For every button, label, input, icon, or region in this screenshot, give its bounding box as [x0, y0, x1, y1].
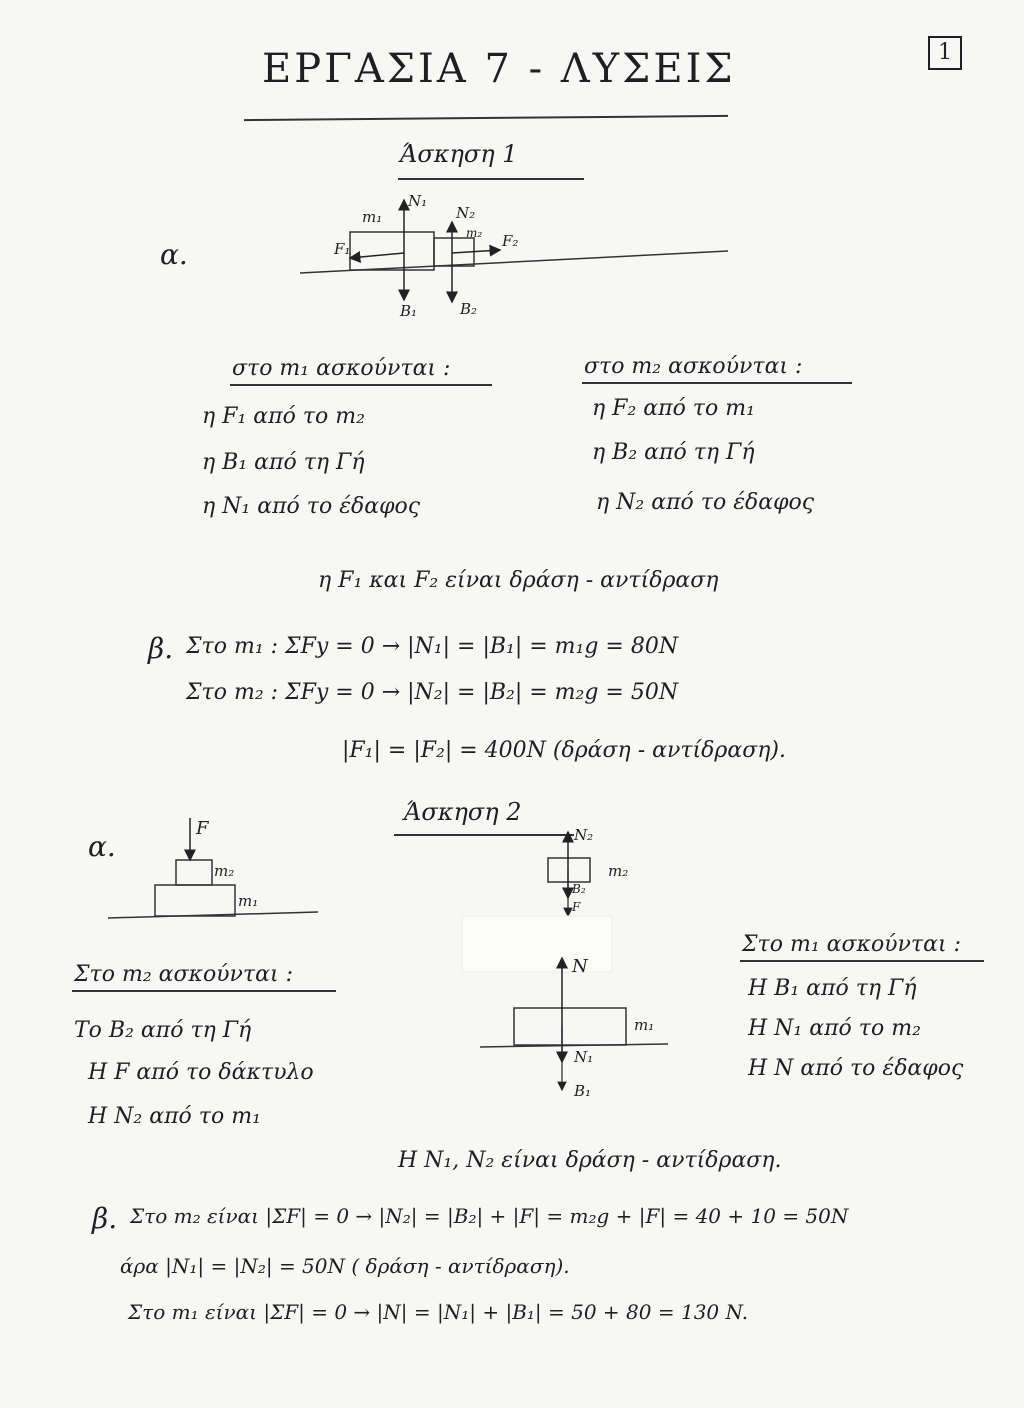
ex1-m1-force-3: η N₁ από το έδαφος — [202, 494, 421, 519]
ex1-label-N2: N₂ — [456, 204, 476, 222]
ex2-m1-header: Στο m₁ ασκούνται : — [742, 932, 961, 957]
ex1-equation-1: Στο m₁ : ΣFy = 0 → |N₁| = |B₁| = m₁g = 80N — [186, 634, 679, 659]
ex2-part-b-label: β. — [92, 1202, 118, 1235]
ex2-part-a-label: α. — [88, 830, 116, 863]
ex1-m2-force-3: η N₂ από το έδαφος — [596, 490, 815, 515]
ex2-m1-force-1: Η B₁ από τη Γή — [748, 976, 917, 1001]
ex1-label-F2: F₂ — [502, 232, 519, 250]
ex1-m1-force-2: η B₁ από τη Γή — [202, 450, 365, 475]
ex2-d3-label-m1: m₁ — [634, 1016, 655, 1034]
ex1-label-B1: B₁ — [400, 302, 418, 320]
ex2-fbd-block-m1 — [514, 1008, 626, 1045]
ex2-fbd-block-m2 — [548, 858, 590, 882]
ex2-d3-label-N: N — [572, 956, 588, 977]
exercise-2-heading: Άσκηση 2 — [404, 798, 522, 826]
ex2-m2-force-3: Η N₂ από το m₁ — [88, 1104, 261, 1129]
ex2-d2-label-F: F — [572, 900, 581, 914]
ex1-label-B2: B₂ — [460, 300, 478, 318]
ex1-part-a-label: α. — [160, 238, 188, 271]
ex2-d1-label-m2: m₂ — [214, 862, 235, 880]
ex2-m2-force-2: Η F από το δάκτυλο — [88, 1060, 314, 1085]
ex1-m2-header: στο m₂ ασκούνται : — [584, 354, 803, 379]
exercise-1-heading: Άσκηση 1 — [400, 140, 518, 168]
ex2-d3-label-B1: B₁ — [574, 1082, 592, 1100]
ex1-label-F1: F₁ — [334, 240, 351, 258]
ex1-m2-force-1: η F₂ από το m₁ — [592, 396, 755, 421]
ex2-d2-label-B2: B₂ — [572, 882, 586, 896]
ex2-m1-underline — [740, 960, 984, 962]
ex2-m1-force-3: Η N από το έδαφος — [748, 1056, 964, 1081]
ex2-ground-line-1 — [108, 912, 318, 918]
ex1-equation-2: Στο m₂ : ΣFy = 0 → |N₂| = |B₂| = m₂g = 50N — [186, 680, 679, 705]
ex1-label-m2: m₂ — [466, 226, 483, 240]
ex2-equation-2: άρα |N₁| = |N₂| = 50N ( δράση - αντίδραση). — [120, 1254, 570, 1278]
ex2-m1-force-2: Η N₁ από το m₂ — [748, 1016, 921, 1041]
ex1-m2-force-2: η B₂ από τη Γή — [592, 440, 755, 465]
ex2-d1-label-m1: m₁ — [238, 892, 259, 910]
ex2-block-m1 — [155, 885, 235, 916]
ex1-m1-header: στο m₁ ασκούνται : — [232, 356, 451, 381]
ex2-d2-label-N2: N₂ — [574, 826, 594, 844]
ex2-m2-header: Στο m₂ ασκούνται : — [74, 962, 293, 987]
ex2-m2-underline — [72, 990, 336, 992]
ex2-m2-force-1: Το B₂ από τη Γή — [74, 1018, 252, 1043]
ex2-d1-label-F: F — [196, 818, 209, 839]
ex2-d3-label-N1: N₁ — [574, 1048, 594, 1066]
ex2-equation-3: Στο m₁ είναι |ΣF| = 0 → |N| = |N₁| + |B₁| = 50 + 80 = 130 N. — [128, 1300, 749, 1324]
ex1-m1-force-1: η F₁ από το m₂ — [202, 404, 365, 429]
ex2-equation-1: Στο m₂ είναι |ΣF| = 0 → |N₂| = |B₂| + |F| = m₂g + |F| = 40 + 10 = 50N — [130, 1204, 849, 1228]
ex1-equation-3: |F₁| = |F₂| = 400N (δράση - αντίδραση). — [342, 738, 786, 763]
tape-patch — [462, 916, 612, 972]
ex1-label-m1: m₁ — [362, 208, 383, 226]
page-number: 1 — [928, 36, 962, 70]
ex2-action-reaction: Η N₁, N₂ είναι δράση - αντίδραση. — [398, 1148, 782, 1173]
ex2-block-m2 — [176, 860, 212, 885]
ex1-part-b-label: β. — [148, 632, 174, 665]
ex1-label-N1: N₁ — [408, 192, 428, 210]
ex2-d2-label-m2: m₂ — [608, 862, 629, 880]
page-title: ΕΡΓΑΣΙΑ 7 - ΛΥΣΕΙΣ — [262, 46, 736, 92]
ex1-action-reaction: η F₁ και F₂ είναι δράση - αντίδραση — [318, 568, 719, 593]
